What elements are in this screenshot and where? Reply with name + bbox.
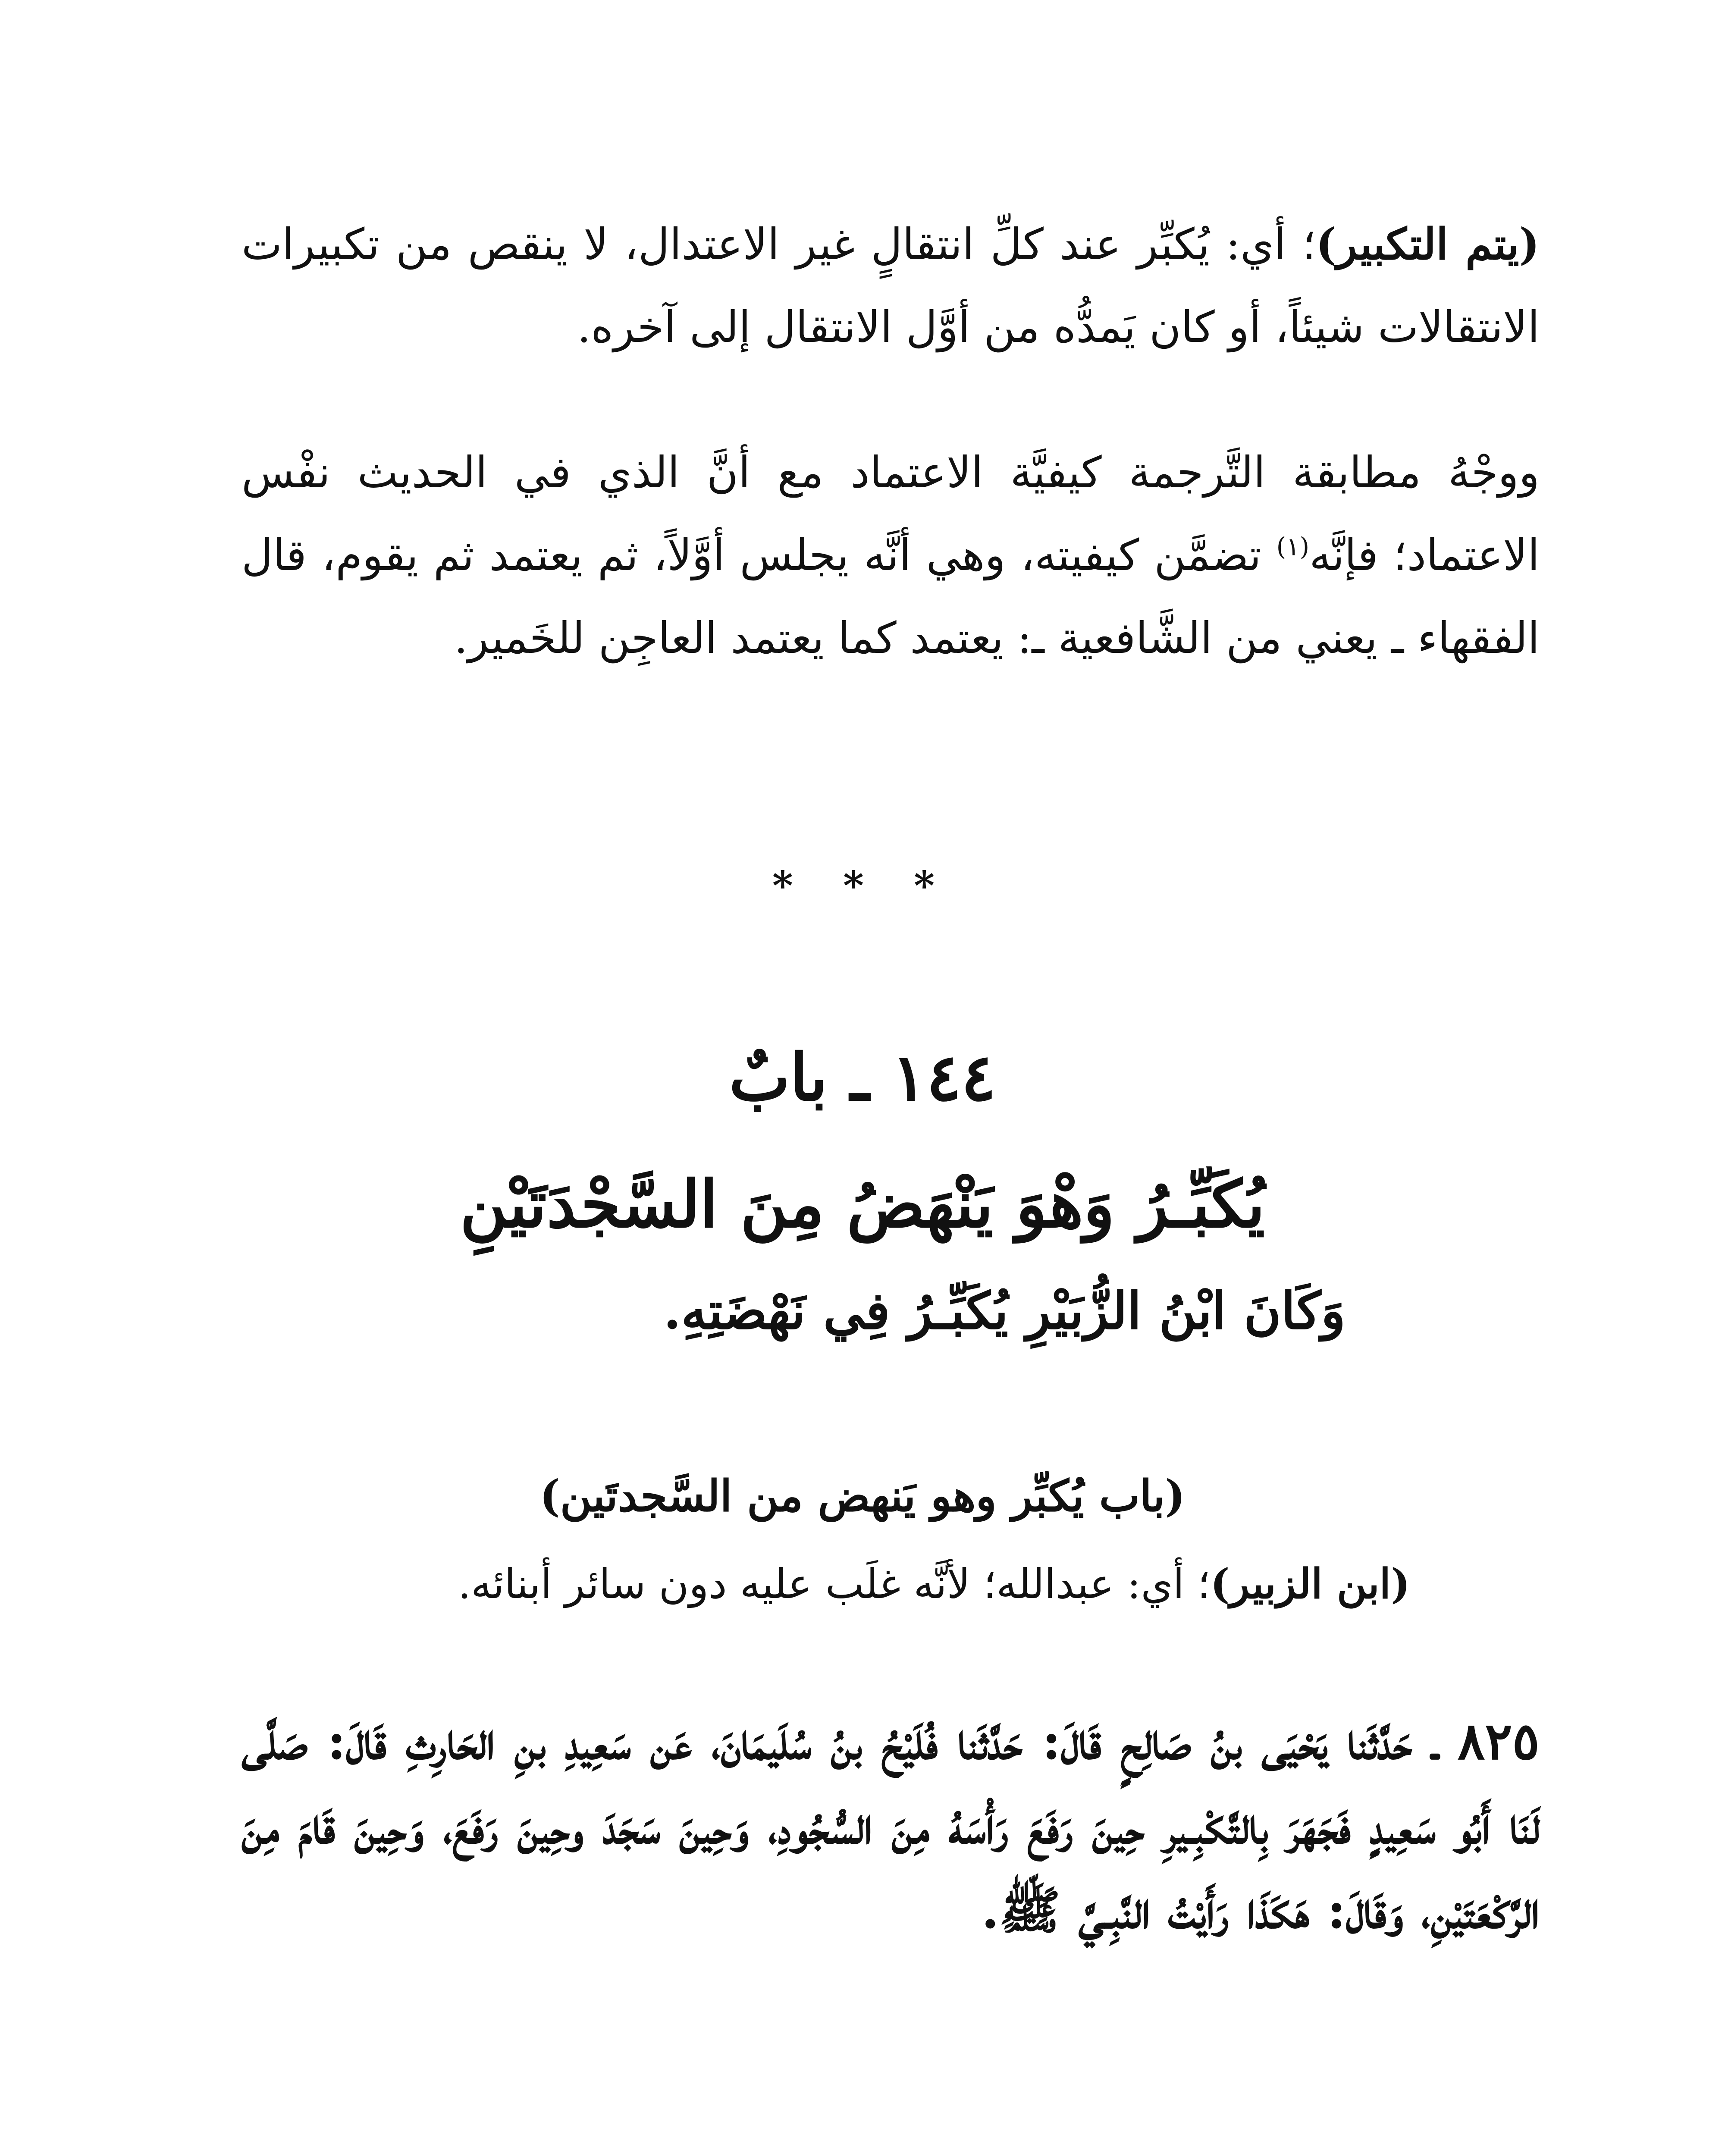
paragraph-2-after-note: تضمَّن كيفيته، وهي أنَّه يجلس أوَّلاً، ثم يعتمد ثم يقوم، قال الفقهاء ـ يعني من الشَّافعية ـ: يعتمد كما يعتمد العاجِن للخَمير. [242,530,1540,663]
paragraph-1-lead: (يتم التكبير) [1316,219,1540,270]
commentary-paragraph-1 [242,203,1540,369]
paragraph-2-before-note: ووجْهُ مطابقة التَّرجمة كيفيَّة الاعتماد مع أنَّ الذي في الحديث نفْس الاعتماد؛ فإنَّه [242,447,1540,580]
hadith-text: ٨٢٥ ـ حَدَّثَنا يَحْيَى بنُ صَالِحٍ قَالَ: حَدَّثَنا فُلَيْحُ بنُ سُلَيمَانَ، عَن سَعِيدِ بنِ الحَارِثِ قَالَ: صَلَّى لَنَا أَبُو سَعِيدٍ فَجَهَرَ بِالتَّكْبِـيرِ حِينَ رَفَعَ رَأْسَهُ مِنَ السُّجُودِ، وَحِينَ سَجَدَ وحِينَ رَفَعَ، وَحِينَ قَامَ مِنَ الرَّكْعَتَيْنِ، وَقَالَ: هَكَذَا رَأَيْتُ النَّبِـيَّ ﷺ. [242,1711,1540,1940]
paragraph-1-text: ؛ أي: يُكبِّر عند كلِّ انتقالٍ غير الاعتدال، لا ينقص من تكبيرات الانتقالات شيئاً، أو كان يَمدُّه من أوَّل الانتقال إلى آخره. [242,219,1540,352]
commentary-explanation-lead: (ابن الزبير) [1210,1560,1410,1608]
footnote-reference: (١) [1276,532,1310,561]
section-separator: * * * [772,862,953,909]
commentary-heading: (باب يُكبِّر وهو يَنهض من السَّجدتَين) [539,1470,1186,1521]
chapter-title: يُكَبِّـرُ وَهْوَ يَنْهَضُ مِنَ السَّجْدَتَيْنِ [460,1166,1265,1242]
chapter-introduction: وَكَانَ ابْنُ الزُّبَيْرِ يُكَبِّـرُ فِي نَهْضَتِهِ. [663,1281,1346,1341]
commentary-paragraph-2 [242,431,1540,680]
chapter-number: ١٤٤ ـ بابٌ [729,1039,996,1116]
commentary-explanation-text: ؛ أي: عبدالله؛ لأنَّه غلَب عليه دون سائر أبنائه. [458,1561,1211,1608]
commentary-explanation [458,1557,1410,1612]
